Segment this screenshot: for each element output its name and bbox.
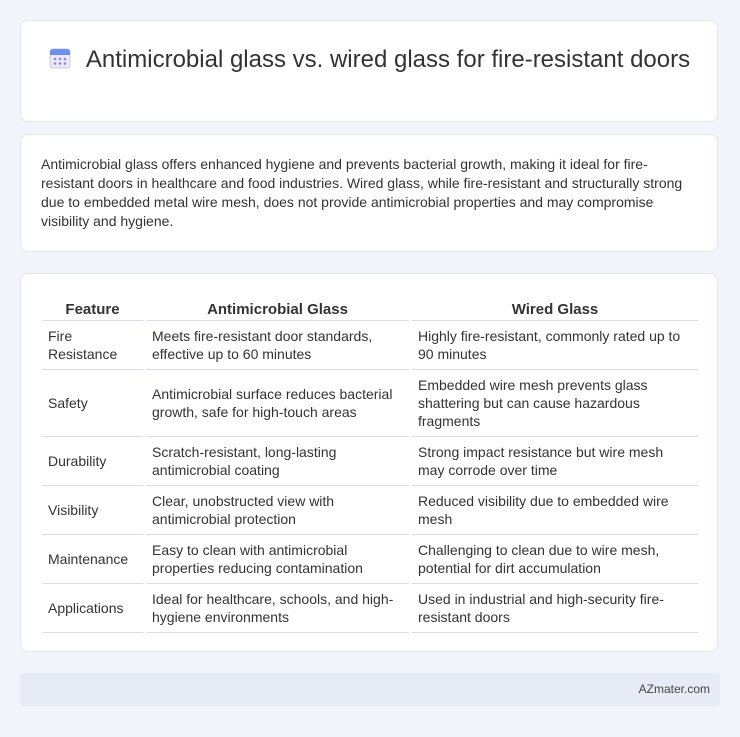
wired-cell: Embedded wire mesh prevents glass shattering but can cause hazardous fragments xyxy=(411,370,699,437)
feature-cell: Safety xyxy=(42,370,145,437)
antimicrobial-cell: Scratch-resistant, long-lasting antimicrobial coating xyxy=(145,437,411,486)
antimicrobial-cell: Easy to clean with antimicrobial properties reducing contamination xyxy=(145,535,411,584)
calendar-icon xyxy=(48,46,72,70)
wired-cell: Highly fire-resistant, commonly rated up to 90 minutes xyxy=(411,321,699,370)
summary-card xyxy=(20,134,718,252)
feature-cell: Applications xyxy=(42,584,145,633)
title-text: Antimicrobial glass vs. wired glass for fire-resistant doors xyxy=(85,46,691,73)
footer-source-link[interactable]: AZmater.com xyxy=(638,682,710,696)
column-header-antimicrobial: Antimicrobial Glass xyxy=(145,295,411,321)
antimicrobial-cell: Antimicrobial surface reduces bacterial growth, safe for high-touch areas xyxy=(145,370,411,437)
table-header-row xyxy=(42,295,698,321)
summary-text: Antimicrobial glass offers enhanced hygiene and prevents bacterial growth, making it ideal for fire-resistant doors in healthcare and food industries. Wired glass, while fire-resistant and structurally strong due to embedded metal wire mesh, does not provide antimicrobial properties and may compromise visibility and hygiene. xyxy=(41,156,683,229)
wired-cell: Reduced visibility due to embedded wire mesh xyxy=(411,486,699,535)
table-row xyxy=(42,535,698,584)
header-card xyxy=(20,20,718,122)
column-header-feature: Feature xyxy=(42,295,145,321)
antimicrobial-cell: Ideal for healthcare, schools, and high-hygiene environments xyxy=(145,584,411,633)
table-row xyxy=(42,370,698,437)
wired-cell: Challenging to clean due to wire mesh, potential for dirt accumulation xyxy=(411,535,699,584)
table-row xyxy=(42,486,698,535)
antimicrobial-cell: Clear, unobstructed view with antimicrobial protection xyxy=(145,486,411,535)
footer xyxy=(20,673,720,706)
feature-cell: Visibility xyxy=(42,486,145,535)
feature-cell: Maintenance xyxy=(42,535,145,584)
page-title xyxy=(21,45,717,74)
table-row xyxy=(42,584,698,633)
wired-cell: Strong impact resistance but wire mesh may corrode over time xyxy=(411,437,699,486)
comparison-table xyxy=(42,295,698,633)
column-header-wired: Wired Glass xyxy=(411,295,699,321)
wired-cell: Used in industrial and high-security fire-resistant doors xyxy=(411,584,699,633)
feature-cell: Durability xyxy=(42,437,145,486)
table-row xyxy=(42,321,698,370)
feature-cell: Fire Resistance xyxy=(42,321,145,370)
table-row xyxy=(42,437,698,486)
antimicrobial-cell: Meets fire-resistant door standards, effective up to 60 minutes xyxy=(145,321,411,370)
comparison-table-card xyxy=(20,273,718,652)
